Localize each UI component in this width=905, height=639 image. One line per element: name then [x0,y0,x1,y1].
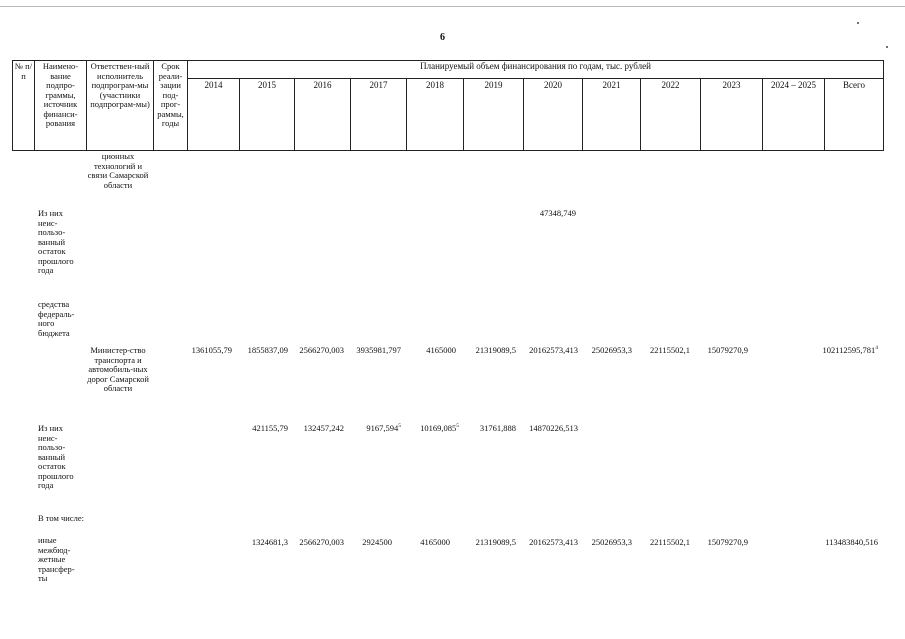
value-2020: 47348,749 [539,208,576,218]
row-label-unused-balance: Из них неис-пользо-ванный остаток прошлого года [38,423,74,490]
header-year-total: Всего [825,79,884,151]
value-2016: 2566270,003 [299,345,344,355]
value-2023: 15079270,9 [707,537,748,547]
value-2016: 2566270,003 [299,537,344,547]
value-2017: 2924500 [362,537,392,547]
financing-table-header [12,60,884,151]
value-2017: 3935981,797 [356,345,401,355]
value-2015: 1324681,3 [251,537,288,547]
value-2019: 21319089,5 [475,345,516,355]
scan-speck [857,22,859,24]
value-total: 113483840,516 [825,537,878,547]
header-responsible: Ответствен-ный исполнитель подпрограм-мы (участники подпрограм-мы) [87,61,154,151]
row-label-interbudget-transfers: иные межбюд-жетные трансфер-ты [38,535,75,583]
value-2022: 22115502,1 [649,537,690,547]
row-label-unused-balance: Из них неис-пользо-ванный остаток прошлого года [38,208,74,275]
header-year: 2017 [351,79,407,151]
header-term: Срок реали-зации под-прог-раммы, годы [154,61,188,151]
value-2022: 22115502,1 [649,345,690,355]
value-2021: 25026953,3 [591,537,632,547]
value-2017: 9167,594$^5$ [366,423,401,433]
header-year: 2024 – 2025 [763,79,825,151]
value-2016: 132457,242 [303,423,344,433]
header-year: 2019 [464,79,524,151]
value-total: 102112595,781$^4$ [822,345,878,355]
row-label-federal-budget: средства федераль-ного бюджета [38,299,75,338]
value-2018: 4165000 [420,537,450,547]
header-year: 2022 [641,79,701,151]
value-2015: 1855837,09 [247,345,288,355]
value-2018: 4165000 [426,345,456,355]
value-2015: 421155,79 [252,423,288,433]
header-planned: Планируемый объем финансирования по годам, тыс. рублей [188,61,884,79]
header-year: 2018 [407,79,464,151]
header-year: 2016 [295,79,351,151]
header-name: Наимено-вание подпро-граммы, источник финанси-рования [35,61,87,151]
header-num: № п/п [13,61,35,151]
value-2019: 21319089,5 [475,537,516,547]
page-number: 6 [440,32,445,43]
value-2021: 25026953,3 [591,345,632,355]
header-year: 2023 [701,79,763,151]
responsible-tail: ционных технологий и связи Самарской области [87,151,149,190]
value-2020: 20162573,413 [529,345,578,355]
header-year: 2020 [524,79,583,151]
value-2020: 20162573,413 [529,537,578,547]
header-year: 2015 [240,79,295,151]
value-2020: 14870226,513 [529,423,578,433]
value-2019: 31761,888 [479,423,516,433]
value-2018: 10169,085$^5$ [420,423,459,433]
row-label-including: В том числе: [38,513,84,523]
top-rule [0,6,905,7]
scan-speck [886,46,888,48]
responsible-ministry: Министер-ство транспорта и автомобиль-ных дорог Самарской области [87,345,149,393]
value-2014: 1361055,79 [191,345,232,355]
header-year: 2021 [583,79,641,151]
value-2023: 15079270,9 [707,345,748,355]
header-year: 2014 [188,79,240,151]
